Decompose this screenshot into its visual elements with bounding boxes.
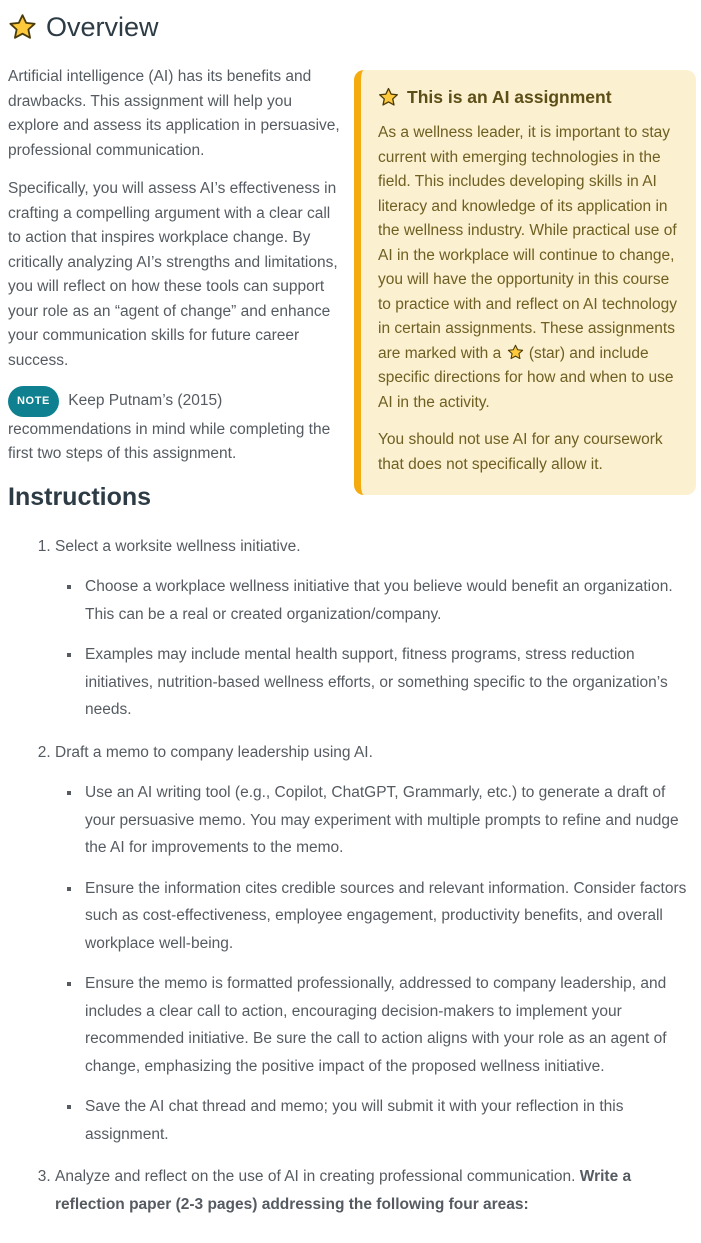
step-text-bold: Write a reflection paper (2-3 pages) addressing the following four areas: bbox=[55, 1168, 632, 1213]
overview-paragraph: Specifically, you will assess AI’s effectiveness in crafting a compelling argument with a clear call to action that inspires workplace change. By critically analyzing AI’s strengths and limitations, you will reflect on how these tools can support your role as an “agent of change” and enhance your communication skills for future career success. bbox=[8, 180, 338, 369]
instruction-step bbox=[55, 533, 693, 724]
ai-assignment-callout bbox=[354, 70, 696, 495]
note-badge: NOTE bbox=[8, 386, 59, 417]
step-bullet: ▪ Ensure the information cites credible sources and relevant information. Consider factors such as cost-effectiveness, employee engagement, productivity benefits, and overall workplace well-being. bbox=[82, 875, 689, 958]
overview-columns bbox=[8, 65, 693, 512]
step-text: Analyze and reflect on the use of AI in creating professional communication. bbox=[55, 1168, 580, 1185]
step-bullet: ▪ Ensure the memo is formatted professionally, addressed to company leadership, and includes a clear call to action, encouraging decision-makers to implement your recommended initiative. Be sure the call to action aligns with your role as an agent of change, emphasizing the positive impact of the proposed wellness initiative. bbox=[82, 970, 689, 1080]
step-sublist bbox=[55, 573, 689, 724]
ai-callout-text-before-star: As a wellness leader, it is important to stay current with emerging technologies in the field. This includes developing skills in AI literacy and knowledge of its application in the wellness industry. While practical use of AI in the workplace will continue to change, you will have the opportunity in this course to practice with and reflect on AI technology in certain assignments. These assignments are marked with a bbox=[378, 124, 677, 362]
instruction-step bbox=[55, 739, 693, 1149]
note-paragraph bbox=[8, 387, 342, 467]
ai-callout-text-after-star: (star) and include specific directions for how and when to use AI in the activity. bbox=[378, 344, 674, 411]
star-icon bbox=[378, 87, 399, 108]
overview-paragraph: Artificial intelligence (AI) has its benefits and drawbacks. This assignment will help you explore and assess its application in persuasive, professional communication. bbox=[8, 68, 340, 159]
instructions-heading: Instructions bbox=[8, 482, 152, 511]
ai-callout-title-text: This is an AI assignment bbox=[407, 87, 612, 107]
step-bullet: ▪ Use an AI writing tool (e.g., Copilot, ChatGPT, Grammarly, etc.) to generate a draft of your persuasive memo. You may experiment with multiple prompts to refine and nudge the AI for improvements to the memo. bbox=[82, 779, 689, 862]
ai-callout-paragraph: You should not use AI for any coursework that does not specifically allow it. bbox=[378, 431, 663, 473]
step-text: Draft a memo to company leadership using AI. bbox=[55, 743, 373, 761]
overview-heading bbox=[8, 12, 693, 43]
step-sublist bbox=[55, 779, 689, 1148]
star-icon bbox=[507, 344, 524, 361]
step-bullet: ▪ Choose a workplace wellness initiative that you believe would benefit an organization. This can be a real or created organization/company. bbox=[82, 573, 689, 628]
star-icon bbox=[8, 13, 37, 42]
overview-title-text: Overview bbox=[46, 12, 159, 42]
step-text: Select a worksite wellness initiative. bbox=[55, 537, 301, 555]
instruction-step bbox=[55, 1163, 693, 1218]
step-bullet: ▪ Save the AI chat thread and memo; you will submit it with your reflection in this assignment. bbox=[82, 1093, 689, 1148]
instructions-list bbox=[8, 533, 693, 1219]
note-text: Keep Putnam’s (2015) recommendations in mind while completing the first two steps of this assignment. bbox=[8, 392, 331, 462]
step-bullet: ▪ Examples may include mental health support, fitness programs, stress reduction initiatives, nutrition-based wellness efforts, or something specific to the organization’s needs. bbox=[82, 641, 689, 724]
ai-callout-heading bbox=[378, 87, 678, 108]
overview-text-column bbox=[8, 65, 342, 512]
ai-callout-paragraph bbox=[378, 121, 678, 415]
